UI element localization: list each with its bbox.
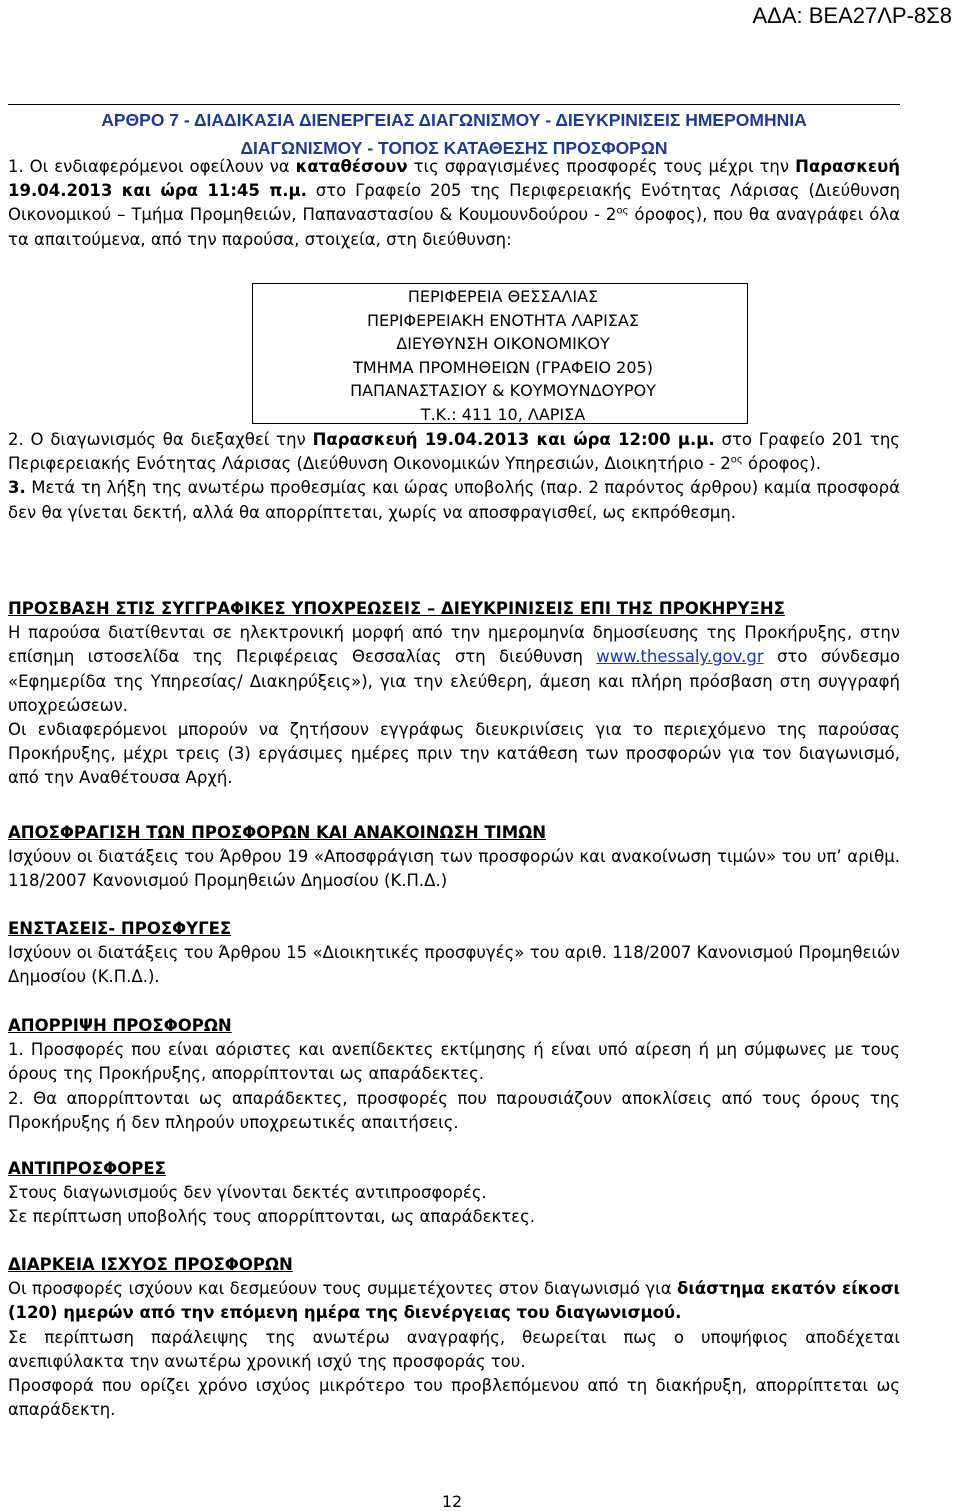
access-text-a: Η παρούσα διατίθενται σε ηλεκτρονική μορφή από την ημερομηνία δημοσίευσης της Προκήρυξης, στην επίσημη ιστοσελίδα της Περιφέρειας Θεσσαλίας στη διεύθυνση xyxy=(8,623,900,667)
section-access xyxy=(8,597,900,791)
item-2-sup: ος xyxy=(730,454,743,466)
counter-paragraph-1: Στους διαγωνισμούς δεν γίνονται δεκτές αντιπροσφορές. xyxy=(8,1183,487,1203)
item-3-text: Μετά τη λήξη της ανωτέρω προθεσμίας και ώρας υποβολής (παρ. 2 παρόντος άρθρου) καμία προσφορά δεν θα γίνεται δεκτή, αλλά θα απορρίπτεται, χωρίς να αποσφραγισθεί, ως εκπρόθεσμη. xyxy=(8,478,900,522)
article-title-line-1: ΑΡΘΡΟ 7 - ΔΙΑΔΙΚΑΣΙΑ ΔΙΕΝΕΡΓΕΙΑΣ ΔΙΑΓΩΝΙΣΜΟΥ - ΔΙΕΥΚΡΙΝΙΣΕΙΣ ΗΜΕΡΟΜΗΝΙΑ xyxy=(101,110,807,130)
page-number: 12 xyxy=(441,1492,463,1511)
unsealing-heading: ΑΠΟΣΦΡΑΓΙΣΗ ΤΩΝ ΠΡΟΣΦΟΡΩΝ ΚΑΙ ΑΝΑΚΟΙΝΩΣΗ ΤΙΜΩΝ xyxy=(8,823,547,842)
item-1-text-a: 1. Οι ενδιαφερόμενοι οφείλουν να xyxy=(8,157,296,176)
rejection-heading: ΑΠΟΡΡΙΨΗ ΠΡΟΣΦΟΡΩΝ xyxy=(8,1016,232,1035)
counter-heading: ΑΝΤΙΠΡΟΣΦΟΡΕΣ xyxy=(8,1159,166,1178)
section-validity xyxy=(8,1253,900,1422)
counter-paragraph-2: Σε περίπτωση υποβολής τους απορρίπτονται, ως απαράδεκτες. xyxy=(8,1207,536,1227)
unsealing-text: Ισχύουν οι διατάξεις του Άρθρου 19 «Αποσφράγιση των προσφορών και ανακοίνωση τιμών» του υπ’ αριθμ. 118/2007 Κανονισμού Προμηθειών Δημοσίου (Κ.Π.Δ.) xyxy=(8,847,900,891)
validity-paragraph-1 xyxy=(8,1277,900,1325)
item-2-text-c: όροφος). xyxy=(742,454,821,474)
item-1-text-b: τις σφραγισμένες προσφορές τους μέχρι την xyxy=(407,157,796,176)
validity-text-a: Οι προσφορές ισχύουν και δεσμεύουν τους συμμετέχοντες στον διαγωνισμό για xyxy=(8,1279,678,1299)
validity-paragraph-3: Προσφορά που ορίζει χρόνο ισχύος μικρότερο του προβλεπόμενου από τη διακήρυξη, απορρίπτεται ως απαράδεκτη. xyxy=(8,1376,900,1420)
address-line-5: ΠΑΠΑΝΑΣΤΑΣΙΟΥ & ΚΟΥΜΟΥΝΔΟΥΡΟΥ xyxy=(350,381,656,401)
access-paragraph-1 xyxy=(8,621,900,718)
validity-paragraph-2: Σε περίπτωση παράλειψης της ανωτέρω αναγραφής, θεωρείται πως ο υποψήφιος αποδέχεται ανεπιφύλακτα την ανωτέρω χρονική ισχύ της προσφοράς του. xyxy=(8,1327,900,1371)
address-line-4: ΤΜΗΜΑ ΠΡΟΜΗΘΕΙΩΝ (ΓΡΑΦΕΙΟ 205) xyxy=(353,357,653,377)
item-1-bold-a: καταθέσουν xyxy=(295,157,408,176)
address-line-2: ΠΕΡΙΦΕΡΕΙΑΚΗ ΕΝΟΤΗΤΑ ΛΑΡΙΣΑΣ xyxy=(367,310,639,330)
access-text-b: στο σύνδεσμο «Εφημερίδα της Υπηρεσίας/ Διακηρύξεις»), για την ελεύθερη, άμεση και πλήρη πρόσβαση στη συγγραφή υποχρεώσεων. xyxy=(8,647,900,715)
section-objections xyxy=(8,917,900,990)
item-3 xyxy=(8,476,900,524)
item-1-paragraph xyxy=(8,155,900,252)
item-1-deadline: Παρασκευή 19.04.2013 και ώρα 11:45 π.μ. xyxy=(8,157,901,201)
item-2-date: Παρασκευή 19.04.2013 και ώρα 12:00 μ.μ. xyxy=(312,430,715,449)
validity-duration: διάστημα εκατόν είκοσι (120) ημερών από την επόμενη ημέρα της διενέργειας του διαγωνισμού. xyxy=(8,1279,900,1323)
item-1-text-d: όροφος), που θα αναγράφει όλα τα απαιτούμενα, από την παρούσα, στοιχεία, στη διεύθυνση: xyxy=(8,205,901,249)
article-header xyxy=(8,104,900,161)
section-counter-offers xyxy=(8,1157,900,1230)
rejection-paragraph-1: 1. Προσφορές που είναι αόριστες και ανεπίδεκτες εκτίμησης ή είναι υπό αίρεση ή μη σύμφωνες με τους όρους της Προκήρυξης, απορρίπτονται ως απαράδεκτες. xyxy=(8,1040,900,1084)
objections-heading: ΕΝΣΤΑΣΕΙΣ- ΠΡΟΣΦΥΓΕΣ xyxy=(8,919,232,938)
section-rejection xyxy=(8,1014,900,1135)
ada-code: ΑΔΑ: ΒΕΑ27ΛΡ-8Σ8 xyxy=(752,3,952,28)
item-2-text-a: 2. Ο διαγωνισμός θα διεξαχθεί την xyxy=(8,430,313,449)
address-line-1: ΠΕΡΙΦΕΡΕΙΑ ΘΕΣΣΑΛΙΑΣ xyxy=(407,287,599,306)
access-paragraph-2: Οι ενδιαφερόμενοι μπορούν να ζητήσουν εγγράφως διευκρινίσεις για το περιεχόμενο της παρούσας Προκήρυξης, μέχρι τρεις (3) εργάσιμες ημέρες πριν την κατάθεση των προσφορών για τον διαγωνισμό, από την Αναθέτουσα Αρχή. xyxy=(8,720,900,788)
address-box xyxy=(252,283,748,424)
rejection-paragraph-2: 2. Θα απορρίπτονται ως απαράδεκτες, προσφορές που παρουσιάζουν αποκλίσεις από τους όρους της Προκήρυξης ή δεν πληρούν υποχρεωτικές απαιτήσεις. xyxy=(8,1088,900,1132)
address-line-6: Τ.Κ.: 411 10, ΛΑΡΙΣΑ xyxy=(420,404,586,424)
item-3-number: 3. xyxy=(8,478,26,498)
thessaly-link[interactable]: www.thessaly.gov.gr xyxy=(596,647,764,667)
item-2 xyxy=(8,428,900,476)
item-2-text-b: στο Γραφείο 201 της Περιφερειακής Ενότητας Λάρισας (Διεύθυνση Οικονομικών Υπηρεσιών, Διοικητήριο - 2 xyxy=(8,430,900,474)
objections-text: Ισχύουν οι διατάξεις του Άρθρου 15 «Διοικητικές προσφυγές» του αριθ. 118/2007 Κανονισμού Προμηθειών Δημοσίου (Κ.Π.Δ.). xyxy=(8,943,900,987)
validity-heading: ΔΙΑΡΚΕΙΑ ΙΣΧΥΟΣ ΠΡΟΣΦΟΡΩΝ xyxy=(8,1255,293,1274)
section-unsealing xyxy=(8,821,900,894)
item-1-sup: ος xyxy=(616,205,629,217)
items-2-3 xyxy=(8,428,900,525)
address-line-3: ΔΙΕΥΘΥΝΣΗ ΟΙΚΟΝΟΜΙΚΟΥ xyxy=(396,334,610,354)
item-1 xyxy=(8,155,900,252)
item-1-text-c: στο Γραφείο 205 της Περιφερειακής Ενότητας Λάρισας (Διεύθυνση Οικονομικού – Τμήμα Προμηθειών, Παπαναστασίου & Κουμουνδούρου - 2 xyxy=(8,181,900,225)
article-title-line-2: ΔΙΑΓΩΝΙΣΜΟΥ - ΤΟΠΟΣ ΚΑΤΑΘΕΣΗΣ ΠΡΟΣΦΟΡΩΝ xyxy=(240,138,668,158)
access-heading: ΠΡΟΣΒΑΣΗ ΣΤΙΣ ΣΥΓΓΡΑΦΙΚΕΣ ΥΠΟΧΡΕΩΣΕΙΣ – ΔΙΕΥΚΡΙΝΙΣΕΙΣ ΕΠΙ ΤΗΣ ΠΡΟΚΗΡΥΞΗΣ xyxy=(8,599,785,618)
